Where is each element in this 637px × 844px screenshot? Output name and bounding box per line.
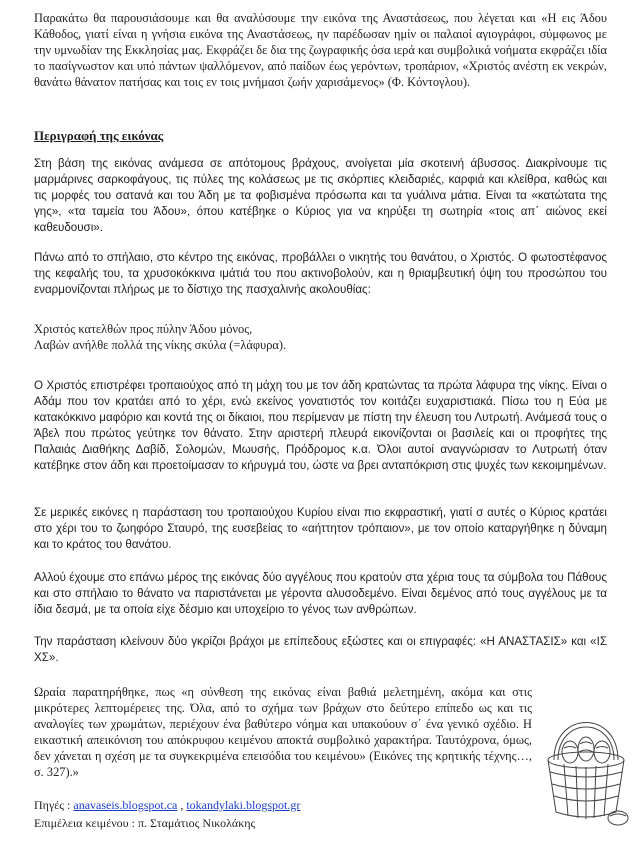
- paragraph-angels: Αλλού έχουμε στο επάνω μέρος της εικόνας δύο αγγέλους που κρατούν στα χέρια τους τα σύμβολα του Πάθους και στο σπήλαιο το θάνατο να παριστάνεται με γέροντα αλυσοδεμένο. Είναι δεμένος από τους αγγέλους με τα ίδια δεσμά, με τα οποία είχε δέσμιο και υποχείριο το γένος των ανθρώπων.: [34, 571, 607, 616]
- paragraph-abyss: Στη βάση της εικόνας ανάμεσα σε απότομους βράχους, ανοίγεται μία σκοτεινή άβυσσος. Διακρίνουμε τις μαρμάρινες σαρκοφάγους, τις πύλες της κολάσεως με τις σκόρπιες κλειδαριές, καρφιά και κλείθρα, καθώς και τις μορφές του σατανά και του Άδη με τα φοβισμένα πρόσωπα και τα γυάλινα μάτια. Είναι τα «κατώτατα της γης», «τα ταμεία του Άδου», όπου κατέβηκε ο Κύριος για να κηρύξει τη σωτηρία «τοις απ΄ αιώνος εκεί καθευδουσι».: [34, 157, 607, 234]
- paragraph-composition-quote: Ωραία παρατηρήθηκε, πως «η σύνθεση της εικόνας είναι βαθιά μελετημένη, ακόμα και στις μικρότερες λεπτομέρειες της. Όλα, από το σχήμα των βράχων στο δεύτερο επίπεδο ως και τις αναλογίες των χρωμάτων, περιέχουν ένα βαθύτερο νόημα και υπακούουν σ΄ ένα γενικό σχέδιο. Η εικαστική απεικόνιση του απόκρυφου κειμένου αποκτά συμβολικό χαρακτήρα. Ταυτόχρονα, όμως, δεν χάνεται η σχέση με τα συγκεκριμένα επεισόδια του κειμένου» (Εικόνες της κρητικής τέχνης…, σ. 327).»: [34, 685, 532, 779]
- paragraph-inscriptions: Την παράσταση κλείνουν δύο γκρίζοι βράχοι με επίπεδους εξώστες και οι επιγραφές: «Η ΑΝΑΣΤΑΣΙΣ» και «ΙΣ ΧΣ».: [34, 635, 607, 664]
- paragraph-cross: Σε μερικές εικόνες η παράσταση του τροπαιούχου Κυρίου είναι πιο εκφραστική, γιατί σ αυτές ο Κύριος κρατάει στο χέρι του το ζωηφόρο Σταυρό, της ευσεβείας το «αήττητον τρόπαιον», με τον οποίο καταργήθηκε η δύναμη και το κράτος του θανάτου.: [34, 506, 607, 551]
- poem-distich: [34, 321, 607, 353]
- paragraph-adam-eve: Ο Χριστός επιστρέφει τροπαιούχος από τη μάχη του με τον άδη κρατώντας τα πρώτα λάφυρα της νίκης. Είναι ο Αδάμ που τον κρατάει από το χέρι, ενώ εκείνος γονατιστός τον κοιτάζει ευχαριστιακά. Πίσω του η Εύα με κατακόκκινο μαφόριο και κοντά της οι δίκαιοι, που περίμεναν με πίστη την έλευση του Λυτρωτή. Ανάμεσά τους ο Άβελ που πρώτος γεύτηκε τον θάνατο. Στην αριστερή πλευρά εικονίζονται οι βασιλείς και οι προφήτες της Παλαιάς Διαθήκης Δαβίδ, Σολομών, Μωυσής, Πρόδρομος κ.α. Όλοι αυτοί αναγνώρισαν το Λυτρωτή όταν κατέβηκε στον άδη και προετοίμασαν το κήρυγμά του, ώστε να βρει ανταπόκριση στις ψυχές των κεκοιμημένων.: [34, 379, 607, 472]
- sources-section: [34, 796, 607, 832]
- sources-line: [34, 796, 607, 814]
- poem-line-1: Χριστός κατελθών προς πύλην Άδου μόνος,: [34, 322, 253, 336]
- source-link-tokandylaki[interactable]: tokandylaki.blogspot.gr: [186, 798, 301, 812]
- source-link-anavaseis[interactable]: anavaseis.blogspot.ca: [73, 798, 178, 812]
- sources-label: Πηγές :: [34, 798, 71, 812]
- intro-paragraph: Παρακάτω θα παρουσιάσουμε και θα αναλύσουμε την εικόνα της Αναστάσεως, που λέγεται και «Η εις Άδου Κάθοδος, γιατί είναι η γνήσια εικόνα της Αναστάσεως, ην παρέδωσαν ημίν οι παλαιοί αγιογράφοι, σύμφωνος με την υμνωδίαν της Εκκλησίας μας. Εκφράζει δε δια της ζωγραφικής όσα ιερά και συμβολικά νοήματα εκφράζει ιδία το πασίγνωστον και υπό πάντων ψαλλόμενον, από παίδων έως γερόντων, τροπάριον, «Χριστός ανέστη εκ νεκρών, θανάτω θάνατον πατήσας και τοις εν τοις μνήμασι ζωήν χαρισάμενος» (Φ. Κόντογλου).: [34, 11, 607, 89]
- easter-basket-illustration: [540, 700, 632, 828]
- editor-credit: Επιμέλεια κειμένου : π. Σταμάτιος Νικολάκης: [34, 816, 256, 830]
- section-heading: Περιγραφή της εικόνας: [34, 128, 164, 143]
- paragraph-christ: Πάνω από το σπήλαιο, στο κέντρο της εικόνας, προβάλλει ο νικητής του θανάτου, ο Χριστός. Ο φωτοστέφανος της κεφαλής του, τα χρυσοκόκκινα ιμάτιά του που ακτινοβολούν, και η θριαμβευτική όψη του προσώπου του εναρμονίζονται πλήρως με το δίστιχο της πασχαλινής ακολουθίας:: [34, 251, 607, 296]
- sources-separator: ,: [177, 798, 187, 812]
- poem-line-2: Λαβών ανήλθε πολλά της νίκης σκύλα (=λάφυρα).: [34, 338, 287, 352]
